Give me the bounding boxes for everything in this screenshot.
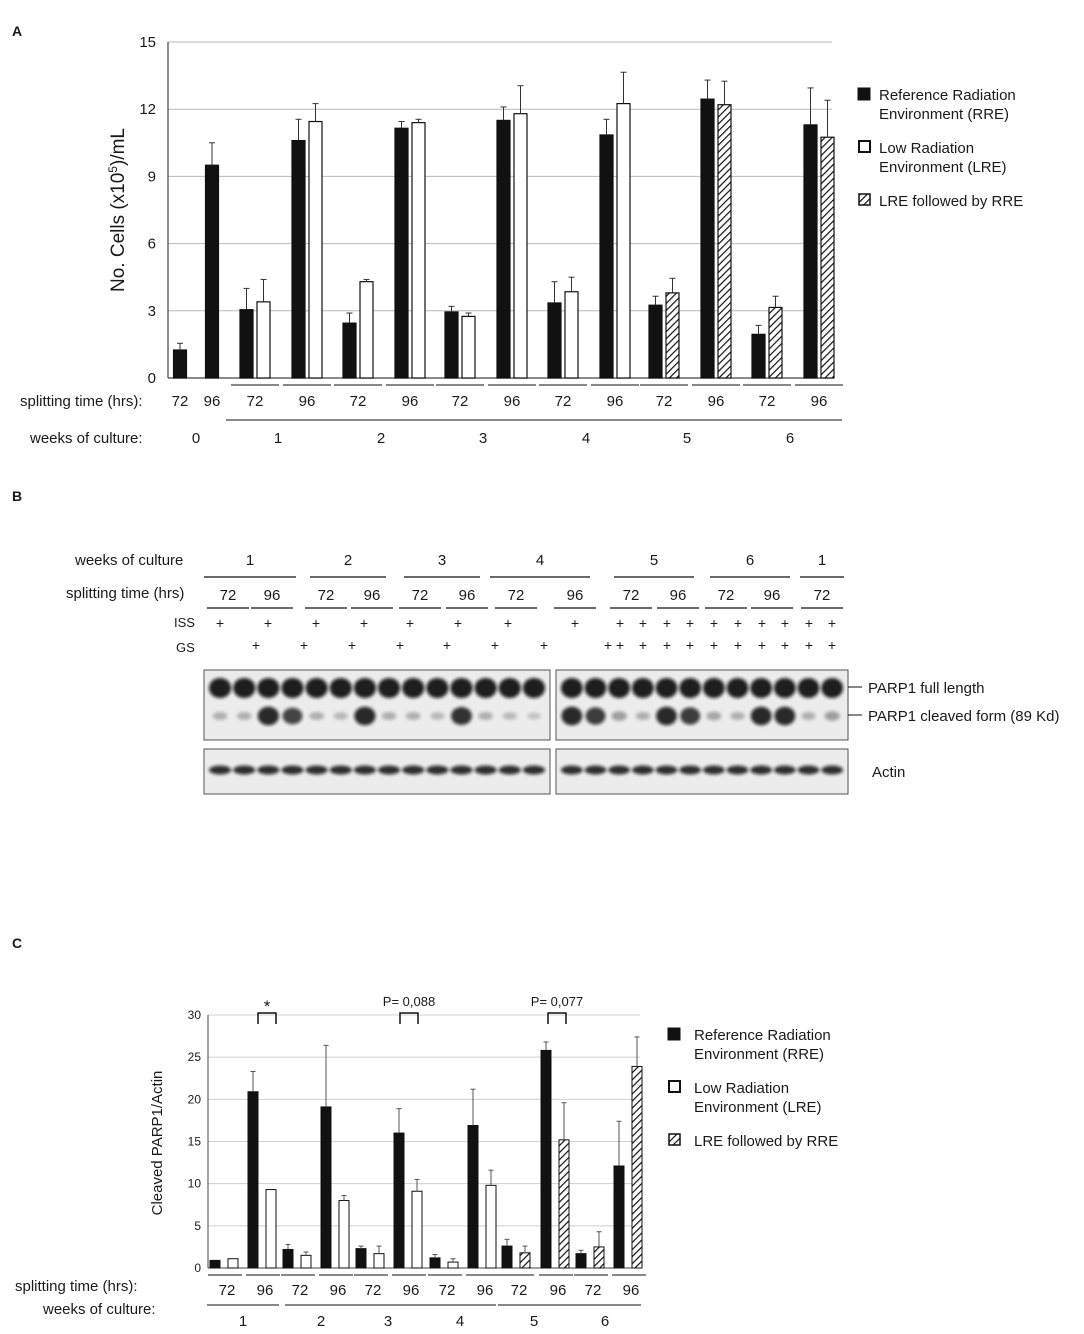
- chart-a-week-tick: 4: [581, 430, 591, 447]
- blot-band-parp1-cleaved: [636, 712, 650, 720]
- blot-split-tick: 72: [622, 587, 640, 604]
- bar-a-week2-96-rre: [395, 128, 408, 378]
- bar-a-week2-72-rre: [343, 323, 356, 378]
- chart-c-ytick: 20: [187, 1092, 201, 1107]
- bar-a-week3-96-lre: [514, 114, 527, 378]
- blot-band-actin: [233, 766, 255, 775]
- blot-band-parp1-cleaved: [825, 711, 840, 721]
- bar-c-week6-96-rre: [614, 1166, 624, 1268]
- blot-band-parp1-cleaved: [585, 707, 605, 724]
- blot-band-parp1-cleaved: [612, 711, 627, 721]
- blot-actin-membrane-left: [204, 749, 550, 794]
- blot-gs-mark: +: [662, 637, 672, 653]
- bar-a-week3-72-lre: [462, 316, 475, 378]
- legend-c-lre-line1: Low Radiation: [694, 1080, 790, 1097]
- chart-c-week-tick: 4: [455, 1313, 465, 1330]
- blot-band-parp1-full: [209, 678, 231, 698]
- blot-band-actin: [585, 766, 607, 775]
- blot-panel: [66, 552, 1059, 794]
- blot-band-parp1-cleaved: [680, 707, 700, 724]
- blot-gs-mark: +: [251, 637, 261, 653]
- chart-a-ytick: 15: [139, 34, 156, 51]
- chart-c-split-tick: 72: [438, 1282, 456, 1299]
- chart-c-split-tick: 96: [476, 1282, 494, 1299]
- blot-splitting-label: splitting time (hrs): [66, 585, 185, 602]
- blot-band-actin: [821, 766, 843, 775]
- blot-band-parp1-full: [281, 678, 303, 698]
- blot-band-parp1-full: [656, 678, 678, 698]
- chart-a: [20, 34, 843, 447]
- blot-band-parp1-full: [632, 678, 654, 698]
- bar-a-week1-96-rre: [292, 141, 305, 378]
- significance-label: P= 0,088: [382, 994, 436, 1009]
- blot-band-parp1-cleaved: [334, 712, 348, 719]
- blot-gs-mark: +: [804, 637, 814, 653]
- blot-band-actin: [523, 766, 545, 775]
- chart-c-weeks-label: weeks of culture:: [43, 1301, 156, 1318]
- blot-band-parp1-cleaved: [706, 712, 721, 721]
- blot-split-tick: 96: [763, 587, 781, 604]
- chart-a-splitting-label: splitting time (hrs):: [20, 393, 143, 410]
- blot-weeks-label: weeks of culture: [75, 552, 184, 569]
- blot-iss-mark: +: [780, 615, 790, 631]
- blot-band-actin: [378, 766, 400, 775]
- blot-band-parp1-full: [233, 678, 255, 698]
- blot-band-parp1-full: [821, 678, 843, 698]
- blot-band-parp1-full: [306, 678, 328, 698]
- bar-c-week4-72-lre: [448, 1262, 458, 1268]
- chart-c-ylabel: Cleaved PARP1/Actin: [149, 1070, 166, 1216]
- chart-a-split-tick: 96: [707, 393, 725, 410]
- blot-iss-mark: +: [263, 615, 273, 631]
- blot-iss-mark: +: [662, 615, 672, 631]
- blot-band-parp1-full: [798, 678, 820, 698]
- blot-band-parp1-full: [561, 678, 583, 698]
- panel-label-a: A: [12, 23, 23, 39]
- blot-band-parp1-full: [426, 678, 448, 698]
- legend-c-rre-line1: Reference Radiation: [694, 1027, 831, 1044]
- blot-band-parp1-full: [750, 678, 772, 698]
- blot-band-parp1-cleaved: [382, 712, 397, 720]
- bar-c-week1-96-lre: [266, 1190, 276, 1268]
- blot-band-parp1-full: [499, 678, 521, 698]
- blot-band-actin: [475, 766, 497, 775]
- blot-band-parp1-cleaved: [430, 712, 444, 719]
- blot-band-parp1-full: [727, 678, 749, 698]
- band-label-parp1-cleaved: PARP1 cleaved form (89 Kd): [868, 708, 1060, 725]
- chart-c-split-tick: 96: [622, 1282, 640, 1299]
- blot-gs-mark: +: [395, 637, 405, 653]
- blot-iss-mark: +: [733, 615, 743, 631]
- blot-band-parp1-full: [402, 678, 424, 698]
- blot-split-tick: 96: [669, 587, 687, 604]
- blot-band-parp1-cleaved: [751, 707, 772, 726]
- blot-band-actin: [608, 766, 630, 775]
- blot-split-tick: 72: [411, 587, 429, 604]
- blot-band-parp1-full: [378, 678, 400, 698]
- blot-split-tick: 72: [813, 587, 831, 604]
- blot-split-tick: 96: [566, 587, 584, 604]
- blot-week-tick: 1: [817, 552, 827, 569]
- blot-band-parp1-full: [703, 678, 725, 698]
- blot-week-tick: 1: [245, 552, 255, 569]
- bar-a-week0-72-rre: [174, 350, 187, 378]
- chart-c-week-tick: 3: [383, 1313, 393, 1330]
- legend-a: [858, 87, 1023, 210]
- blot-gs-mark: +: [638, 637, 648, 653]
- blot-band-parp1-cleaved: [309, 712, 324, 720]
- blot-band-parp1-full: [330, 678, 352, 698]
- blot-iss-mark: +: [503, 615, 513, 631]
- blot-band-parp1-full: [354, 678, 376, 698]
- blot-gs-mark: +: [539, 637, 549, 653]
- chart-a-split-tick: 96: [606, 393, 624, 410]
- legend-c-swatch-rre: [668, 1028, 680, 1040]
- chart-a-split-tick: 96: [203, 393, 221, 410]
- blot-band-actin: [750, 766, 772, 775]
- blot-iss-mark: +: [311, 615, 321, 631]
- blot-band-parp1-cleaved: [258, 707, 279, 726]
- bar-a-week0-96-rre: [206, 165, 219, 378]
- bar-a-week1-72-rre: [240, 310, 253, 378]
- blot-band-parp1-cleaved: [656, 707, 677, 726]
- blot-band-parp1-cleaved: [561, 707, 582, 726]
- bar-c-week5-96-lre-rre: [559, 1140, 569, 1268]
- blot-iss-mark: +: [685, 615, 695, 631]
- chart-c-ytick: 5: [194, 1218, 201, 1233]
- blot-band-parp1-full: [774, 678, 796, 698]
- bar-a-week6-96-rre: [804, 125, 817, 378]
- blot-gs-mark: +: [780, 637, 790, 653]
- blot-week-tick: 6: [745, 552, 755, 569]
- chart-a-split-tick: 72: [554, 393, 572, 410]
- blot-band-actin: [703, 766, 725, 775]
- chart-a-split-tick: 96: [503, 393, 521, 410]
- blot-gs-mark: +: [299, 637, 309, 653]
- blot-gs-mark: +: [685, 637, 695, 653]
- bar-c-week6-72-rre: [576, 1254, 586, 1268]
- blot-week-tick: 2: [343, 552, 353, 569]
- blot-band-actin: [774, 766, 796, 775]
- blot-band-parp1-cleaved: [237, 712, 252, 720]
- chart-c-split-tick: 96: [402, 1282, 420, 1299]
- blot-week-tick: 3: [437, 552, 447, 569]
- chart-a-week-tick: 3: [478, 430, 488, 447]
- chart-c-week-tick: 2: [316, 1313, 326, 1330]
- blot-iss-label: ISS: [174, 615, 195, 630]
- blot-band-actin: [354, 766, 376, 775]
- blot-iss-mark: +: [215, 615, 225, 631]
- bar-a-week5-96-rre: [701, 99, 714, 378]
- bar-c-week5-96-rre: [541, 1050, 551, 1268]
- blot-band-parp1-cleaved: [283, 708, 303, 725]
- blot-iss-mark: +: [638, 615, 648, 631]
- legend-a-swatch-hatched: [859, 194, 870, 205]
- bar-a-week6-72-rre: [752, 334, 765, 378]
- blot-band-actin: [656, 766, 678, 775]
- bar-c-week6-96-lre-rre: [632, 1066, 642, 1268]
- blot-band-parp1-cleaved: [354, 707, 375, 726]
- blot-split-tick: 96: [363, 587, 381, 604]
- chart-c-ytick: 0: [194, 1261, 201, 1275]
- chart-c: [15, 994, 646, 1330]
- chart-a-week-tick: 1: [273, 430, 283, 447]
- blot-iss-mark: +: [615, 615, 625, 631]
- bar-a-week1-96-lre: [309, 122, 322, 378]
- chart-a-ytick: 3: [147, 302, 156, 320]
- bar-c-week3-72-rre: [356, 1249, 366, 1268]
- bar-a-week5-96-lre-rre: [718, 105, 731, 378]
- bar-c-week1-96-rre: [248, 1092, 258, 1268]
- chart-a-ylabel: No. Cells $(x10^5)/mL$: [106, 127, 129, 293]
- chart-c-ytick: 30: [187, 1008, 201, 1022]
- chart-c-split-tick: 72: [510, 1282, 528, 1299]
- blot-band-actin: [257, 766, 279, 775]
- band-label-parp1-full: PARP1 full length: [868, 680, 985, 697]
- blot-band-actin: [632, 766, 654, 775]
- blot-band-actin: [798, 766, 820, 775]
- blot-band-actin: [306, 766, 328, 775]
- bar-a-week5-72-rre: [649, 305, 662, 378]
- chart-a-split-tick: 72: [349, 393, 367, 410]
- bar-c-week6-72-lre-rre: [594, 1247, 604, 1268]
- bar-c-week2-96-lre: [339, 1201, 349, 1268]
- blot-week-tick: 5: [649, 552, 659, 569]
- blot-band-parp1-cleaved: [451, 707, 472, 725]
- legend-c-swatch-lre: [669, 1081, 680, 1092]
- blot-split-tick: 72: [717, 587, 735, 604]
- bar-a-week3-96-rre: [497, 120, 510, 378]
- blot-band-parp1-cleaved: [730, 712, 744, 720]
- chart-c-split-tick: 72: [584, 1282, 602, 1299]
- significance-label: P= 0,077: [530, 994, 584, 1009]
- bar-c-week1-72-rre: [210, 1260, 220, 1268]
- chart-c-split-tick: 72: [291, 1282, 309, 1299]
- chart-a-split-tick: 72: [451, 393, 469, 410]
- bar-c-week3-96-rre: [394, 1133, 404, 1268]
- blot-iss-mark: +: [827, 615, 837, 631]
- blot-split-tick: 72: [219, 587, 237, 604]
- chart-a-split-tick: 72: [246, 393, 264, 410]
- blot-split-tick: 72: [507, 587, 525, 604]
- blot-gs-mark: +: [603, 637, 613, 653]
- chart-c-splitting-label: splitting time (hrs):: [15, 1278, 138, 1295]
- blot-band-parp1-full: [585, 678, 607, 698]
- bar-a-week6-72-lre-rre: [769, 307, 782, 378]
- panel-label-c: C: [12, 935, 23, 951]
- blot-split-tick: 96: [458, 587, 476, 604]
- band-label-actin: Actin: [872, 764, 906, 781]
- bar-a-week4-96-rre: [600, 135, 613, 378]
- blot-band-parp1-full: [257, 678, 279, 698]
- bar-a-week3-72-rre: [445, 312, 458, 378]
- chart-a-split-tick: 96: [298, 393, 316, 410]
- bar-a-week2-72-lre: [360, 282, 373, 378]
- blot-band-parp1-cleaved: [478, 712, 493, 720]
- panel-label-b: B: [12, 488, 23, 504]
- chart-c-split-tick: 96: [256, 1282, 274, 1299]
- blot-gs-label: GS: [176, 640, 195, 655]
- blot-band-parp1-full: [523, 678, 545, 698]
- legend-a-lre-line2: Environment (LRE): [879, 159, 1007, 176]
- chart-c-split-tick: 96: [329, 1282, 347, 1299]
- blot-iss-mark: +: [709, 615, 719, 631]
- blot-band-actin: [679, 766, 701, 775]
- legend-c: [668, 1027, 838, 1150]
- blot-band-parp1-cleaved: [527, 713, 541, 720]
- chart-a-split-tick: 96: [401, 393, 419, 410]
- bar-c-week1-72-lre: [228, 1259, 238, 1268]
- chart-a-week-tick: 0: [191, 430, 201, 447]
- blot-iss-mark: +: [804, 615, 814, 631]
- bar-a-week1-72-lre: [257, 302, 270, 378]
- blot-band-actin: [561, 766, 583, 775]
- chart-a-ytick: 9: [147, 168, 156, 186]
- blot-gs-mark: +: [442, 637, 452, 653]
- chart-c-week-tick: 5: [529, 1313, 539, 1330]
- bar-c-week2-72-lre: [301, 1255, 311, 1268]
- blot-band-parp1-full: [608, 678, 630, 698]
- chart-c-ytick: 10: [187, 1176, 201, 1191]
- bar-c-week4-96-lre: [486, 1185, 496, 1268]
- bar-a-week4-72-rre: [548, 303, 561, 378]
- blot-band-actin: [450, 766, 472, 775]
- legend-c-swatch-hatched: [669, 1134, 680, 1145]
- blot-split-tick: 96: [263, 587, 281, 604]
- bar-a-week4-96-lre: [617, 104, 630, 378]
- blot-band-actin: [330, 766, 352, 775]
- bar-c-week2-96-rre: [321, 1107, 331, 1268]
- chart-a-ytick: 12: [139, 101, 156, 119]
- legend-c-lre-line2: Environment (LRE): [694, 1099, 822, 1116]
- chart-a-split-tick: 72: [171, 393, 189, 410]
- blot-band-actin: [402, 766, 424, 775]
- bar-a-week4-72-lre: [565, 292, 578, 378]
- blot-gs-mark: +: [757, 637, 767, 653]
- bar-c-week4-72-rre: [430, 1258, 440, 1268]
- blot-week-tick: 4: [535, 552, 545, 569]
- chart-c-week-tick: 1: [238, 1313, 248, 1330]
- blot-iss-mark: +: [359, 615, 369, 631]
- chart-c-split-tick: 72: [364, 1282, 382, 1299]
- bar-c-week3-72-lre: [374, 1254, 384, 1268]
- bar-c-week5-72-rre: [502, 1246, 512, 1268]
- legend-a-lre-line1: Low Radiation: [879, 140, 975, 157]
- blot-band-actin: [426, 766, 448, 775]
- blot-band-parp1-full: [679, 678, 701, 698]
- blot-gs-mark: +: [827, 637, 837, 653]
- bar-a-week6-96-lre-rre: [821, 137, 834, 378]
- blot-band-actin: [209, 766, 231, 775]
- bar-c-week2-72-rre: [283, 1249, 293, 1268]
- blot-gs-mark: +: [615, 637, 625, 653]
- legend-a-rre-line1: Reference Radiation: [879, 87, 1016, 104]
- chart-a-ytick: 6: [147, 235, 156, 253]
- legend-a-swatch-rre: [858, 88, 870, 100]
- blot-iss-mark: +: [453, 615, 463, 631]
- chart-a-week-tick: 2: [376, 430, 386, 447]
- bar-c-week3-96-lre: [412, 1191, 422, 1268]
- blot-band-actin: [499, 766, 521, 775]
- chart-c-split-tick: 72: [218, 1282, 236, 1299]
- blot-gs-mark: +: [733, 637, 743, 653]
- blot-band-parp1-full: [475, 678, 497, 698]
- blot-band-parp1-full: [450, 678, 472, 698]
- blot-band-parp1-cleaved: [774, 707, 795, 726]
- blot-gs-mark: +: [347, 637, 357, 653]
- chart-a-split-tick: 96: [810, 393, 828, 410]
- blot-band-actin: [727, 766, 749, 775]
- legend-a-rre-line2: Environment (RRE): [879, 106, 1010, 123]
- legend-c-hatched-label: LRE followed by RRE: [694, 1133, 839, 1150]
- chart-a-split-tick: 72: [655, 393, 673, 410]
- chart-c-week-tick: 6: [600, 1313, 610, 1330]
- legend-c-rre-line2: Environment (RRE): [694, 1046, 825, 1063]
- significance-label: *: [263, 997, 271, 1016]
- legend-a-hatched-label: LRE followed by RRE: [879, 193, 1024, 210]
- blot-band-parp1-cleaved: [503, 712, 517, 719]
- blot-parp1-membrane-left: [204, 670, 550, 740]
- blot-gs-mark: +: [709, 637, 719, 653]
- blot-split-tick: 72: [317, 587, 335, 604]
- blot-band-actin: [281, 766, 303, 775]
- chart-a-ytick: 0: [147, 370, 156, 387]
- bar-c-week4-96-rre: [468, 1125, 478, 1268]
- chart-a-weeks-label: weeks of culture:: [30, 430, 143, 447]
- chart-a-week-tick: 6: [785, 430, 795, 447]
- bar-c-week5-72-lre-rre: [520, 1253, 530, 1268]
- blot-iss-mark: +: [757, 615, 767, 631]
- blot-band-parp1-cleaved: [406, 712, 421, 720]
- chart-a-split-tick: 72: [758, 393, 776, 410]
- chart-c-ytick: 25: [187, 1050, 201, 1065]
- chart-a-week-tick: 5: [682, 430, 692, 447]
- blot-band-parp1-cleaved: [213, 712, 228, 720]
- blot-iss-mark: +: [570, 615, 580, 631]
- blot-gs-mark: +: [490, 637, 500, 653]
- bar-a-week5-72-lre-rre: [666, 293, 679, 378]
- bar-a-week2-96-lre: [412, 123, 425, 378]
- blot-band-parp1-cleaved: [801, 712, 815, 720]
- legend-a-swatch-lre: [859, 141, 870, 152]
- chart-c-ytick: 15: [187, 1134, 201, 1149]
- chart-c-split-tick: 96: [549, 1282, 567, 1299]
- blot-iss-mark: +: [405, 615, 415, 631]
